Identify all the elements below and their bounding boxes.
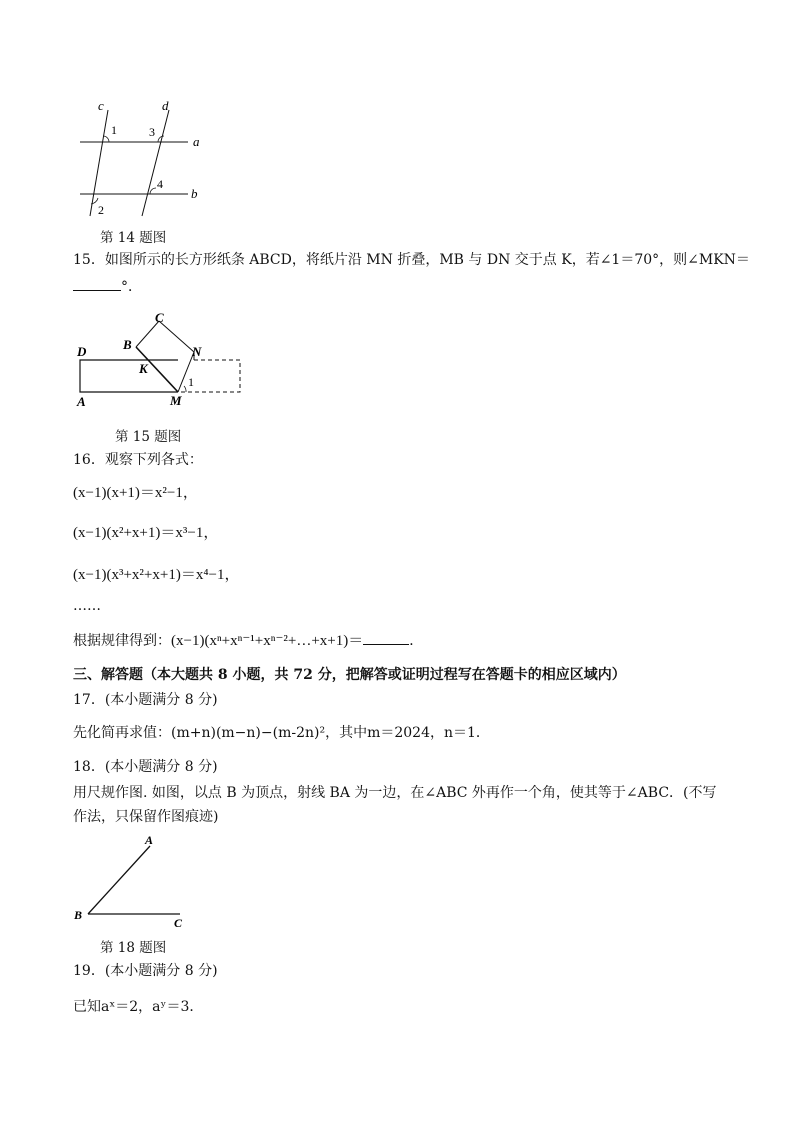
label-A: A [145,833,154,847]
angle-3-label: 3 [149,125,155,139]
figure-15-diagram [70,308,250,408]
label-B: B [74,908,83,922]
angle-1-label: 1 [188,375,194,389]
label-c: c [98,98,104,113]
figure-14 [70,98,210,220]
figure-18-diagram [70,830,200,930]
figure-14-caption: 第 14 题图 [100,230,167,246]
section-3-title: 三、解答题（本大题共 8 小题，共 72 分，把解答或证明过程写在答题卡的相应区域内） [73,667,626,683]
q18-body-line1: 用尺规作图. 如图，以点 B 为顶点，射线 BA 为一边，在∠ABC 外再作一个角，使其等于∠ABC．(不写 [73,785,717,801]
q15-degree-suffix: °． [121,279,142,295]
q16-period: ． [409,633,424,649]
q16-answer-blank[interactable] [363,630,409,645]
label-d: d [162,98,169,113]
figure-18 [70,830,200,930]
label-a: a [193,134,200,149]
q16-equation-1: (x−1)(x+1)＝x²−1， [73,485,198,501]
label-M: M [170,393,182,408]
ray-BA [88,846,150,914]
q19-body: 已知aˣ＝2，aʸ＝3． [73,999,204,1015]
angle-4-label: 4 [157,177,163,191]
q15-text-line2 [73,276,142,297]
q16-intro: 16．观察下列各式： [73,452,203,468]
label-D: D [77,344,87,359]
q15-text-line1: 15．如图所示的长方形纸条 ABCD，将纸片沿 MN 折叠，MB 与 DN 交于点 K，若∠1＝70°，则∠MKN＝ [73,252,750,268]
label-N: N [192,344,202,359]
q17-header: 17．(本小题满分 8 分) [73,692,218,708]
q18-body-line2: 作法，只保留作图痕迹) [73,809,219,825]
angle-1-label: 1 [111,123,117,137]
q16-rule-expression: (x−1)(xⁿ+xⁿ⁻¹+xⁿ⁻²+…+x+1)＝ [171,633,364,649]
q18-header: 18．(本小题满分 8 分) [73,759,218,775]
line-c [90,110,108,216]
line-d [142,110,169,216]
label-b: b [191,186,198,201]
figure-18-caption: 第 18 题图 [100,940,167,956]
q16-ellipsis: …… [73,598,101,614]
q16-equation-2: (x−1)(x²+x+1)＝x³−1， [73,525,219,541]
q16-rule-line [73,630,423,651]
angle-2-label: 2 [98,203,104,217]
q15-answer-blank[interactable] [73,276,121,291]
figure-15 [70,308,250,408]
q19-header: 19．(本小题满分 8 分) [73,963,218,979]
q16-equation-3: (x−1)(x³+x²+x+1)＝x⁴−1， [73,567,240,583]
label-C: C [174,916,183,930]
q17-body: 先化简再求值：(m+n)(m−n)−(m-2n)²，其中m＝2024，n＝1． [73,725,490,741]
figure-14-diagram [70,98,210,220]
label-B: B [123,337,132,352]
label-C: C [155,310,164,325]
figure-15-caption: 第 15 题图 [115,429,182,445]
label-K: K [139,361,148,376]
q16-rule-prefix: 根据规律得到： [73,633,171,649]
label-A: A [77,394,86,408]
